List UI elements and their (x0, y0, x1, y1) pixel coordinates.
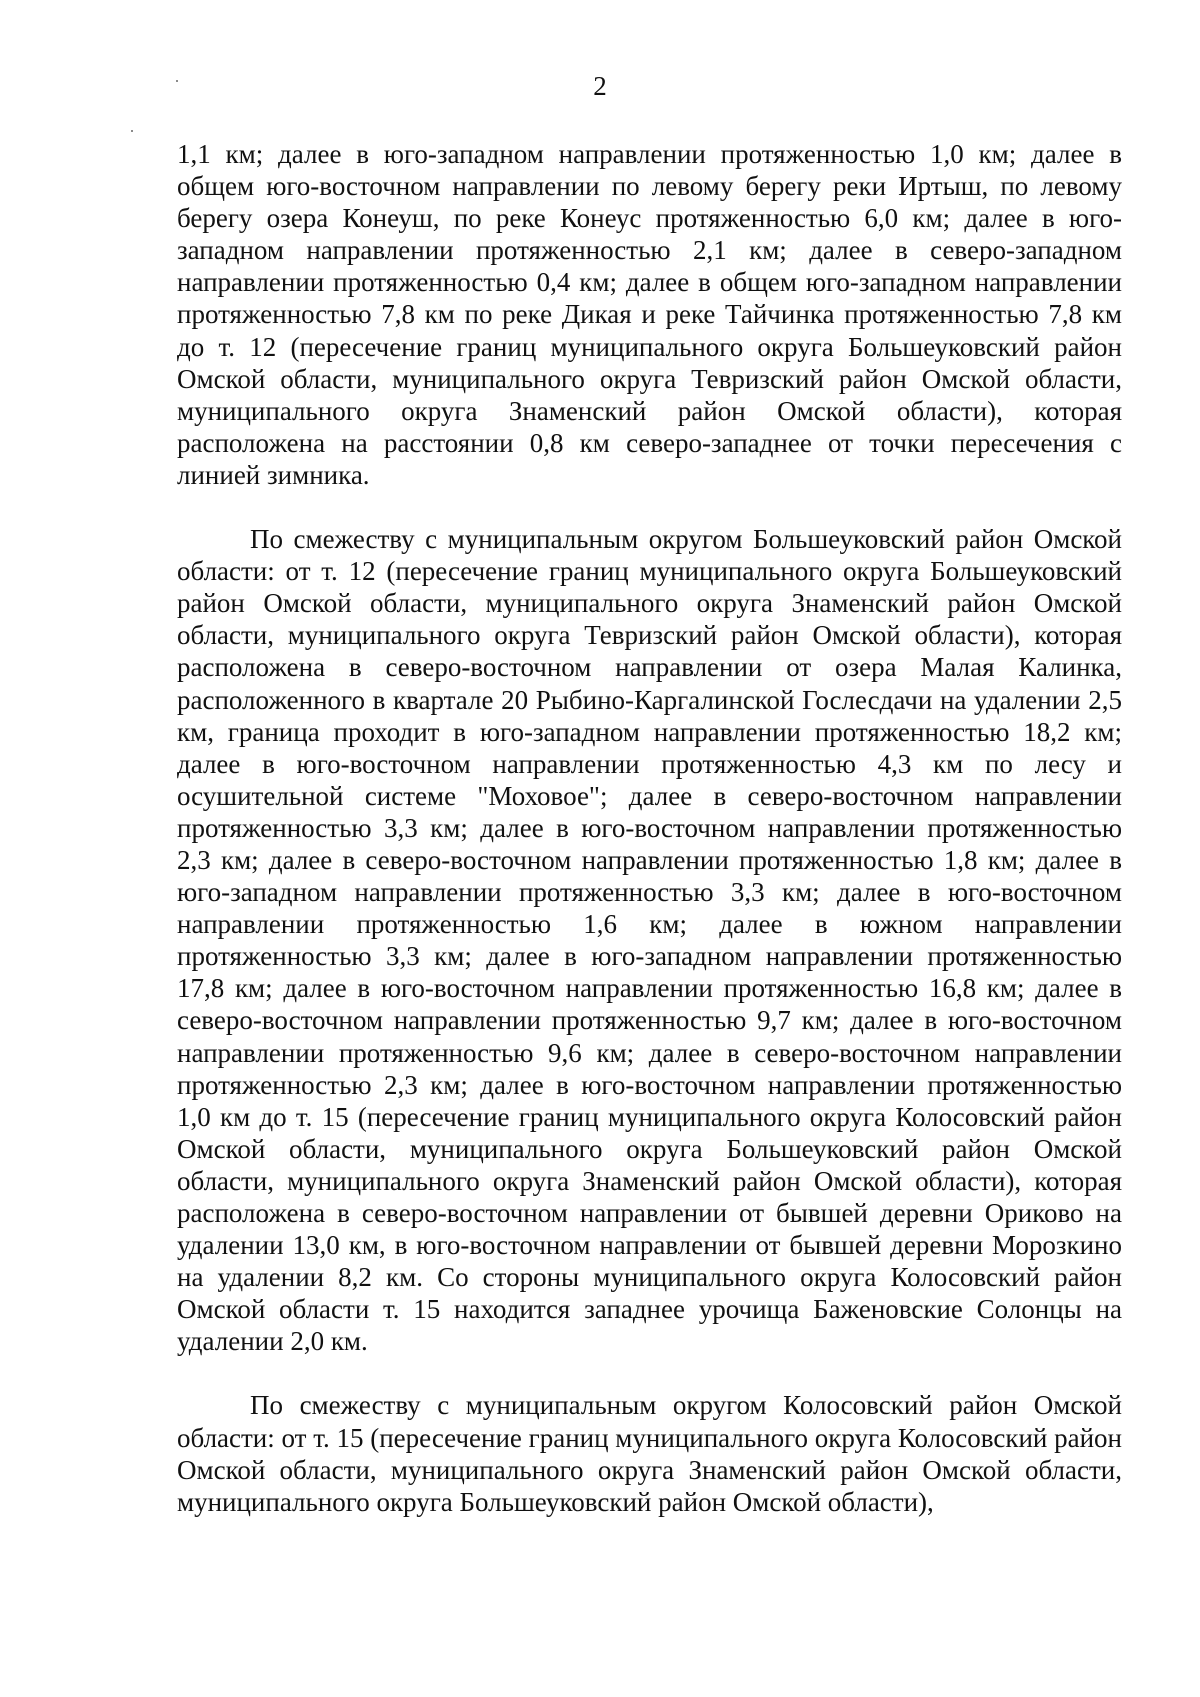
paragraph-kolosovsky-boundary: По смежеству с муниципальным округом Колосовский район Омской области: от т. 15 (пересечение границ муниципального округа Колосовский район Омской области, муниципального округа Знаменский район Омской области, муниципального округа Большеуковский район Омской области), (177, 1390, 1122, 1517)
paragraph-continuation: 1,1 км; далее в юго-западном направлении протяженностью 1,0 км; далее в общем юго-восточном направлении по левому берегу реки Иртыш, по левому берегу озера Конеуш, по реке Конеус протяженностью 6,0 км; далее в юго-западном направлении протяженностью 2,1 км; далее в северо-западном направлении протяженностью 0,4 км; далее в общем юго-западном направлении протяженностью 7,8 км по реке Дикая и реке Тайчинка протяженностью 7,8 км до т. 12 (пересечение границ муниципального округа Большеуковский район Омской области, муниципального округа Тевризский район Омской области, муниципального округа Знаменский район Омской области), которая расположена на расстоянии 0,8 км северо-западнее от точки пересечения с линией зимника. (177, 139, 1122, 490)
scan-speck (131, 130, 133, 132)
page-number: 2 (593, 71, 607, 101)
document-body (177, 138, 1122, 1518)
paragraph-bolsheukovsky-boundary: По смежеству с муниципальным округом Большеуковский район Омской области: от т. 12 (пересечение границ муниципального округа Большеуковский район Омской области, муниципального округа Знаменский район Омской области, муниципального округа Тевризский район Омской области), которая расположена в северо-восточном направлении от озера Малая Калинка, расположенного в квартале 20 Рыбино-Каргалинской Гослесдачи на удалении 2,5 км, граница проходит в юго-западном направлении протяженностью 18,2 км; далее в юго-восточном направлении протяженностью 4,3 км по лесу и осушительной системе "Моховое"; далее в северо-восточном направлении протяженностью 3,3 км; далее в юго-восточном направлении протяженностью 2,3 км; далее в северо-восточном направлении протяженностью 1,8 км; далее в юго-западном направлении протяженностью 3,3 км; далее в юго-восточном направлении протяженностью 1,6 км; далее в южном направлении протяженностью 3,3 км; далее в юго-западном направлении протяженностью 17,8 км; далее в юго-восточном направлении протяженностью 16,8 км; далее в северо-восточном направлении протяженностью 9,7 км; далее в юго-восточном направлении протяженностью 9,6 км; далее в северо-восточном направлении протяженностью 2,3 км; далее в юго-восточном направлении протяженностью 1,0 км до т. 15 (пересечение границ муниципального округа Колосовский район Омской области, муниципального округа Большеуковский район Омской области, муниципального округа Знаменский район Омской области), которая расположена в северо-восточном направлении от бывшей деревни Ориково на удалении 13,0 км, в юго-восточном направлении от бывшей деревни Морозкино на удалении 8,2 км. Со стороны муниципального округа Колосовский район Омской области т. 15 находится западнее урочища Баженовские Солонцы на удалении 2,0 км. (177, 524, 1122, 1357)
